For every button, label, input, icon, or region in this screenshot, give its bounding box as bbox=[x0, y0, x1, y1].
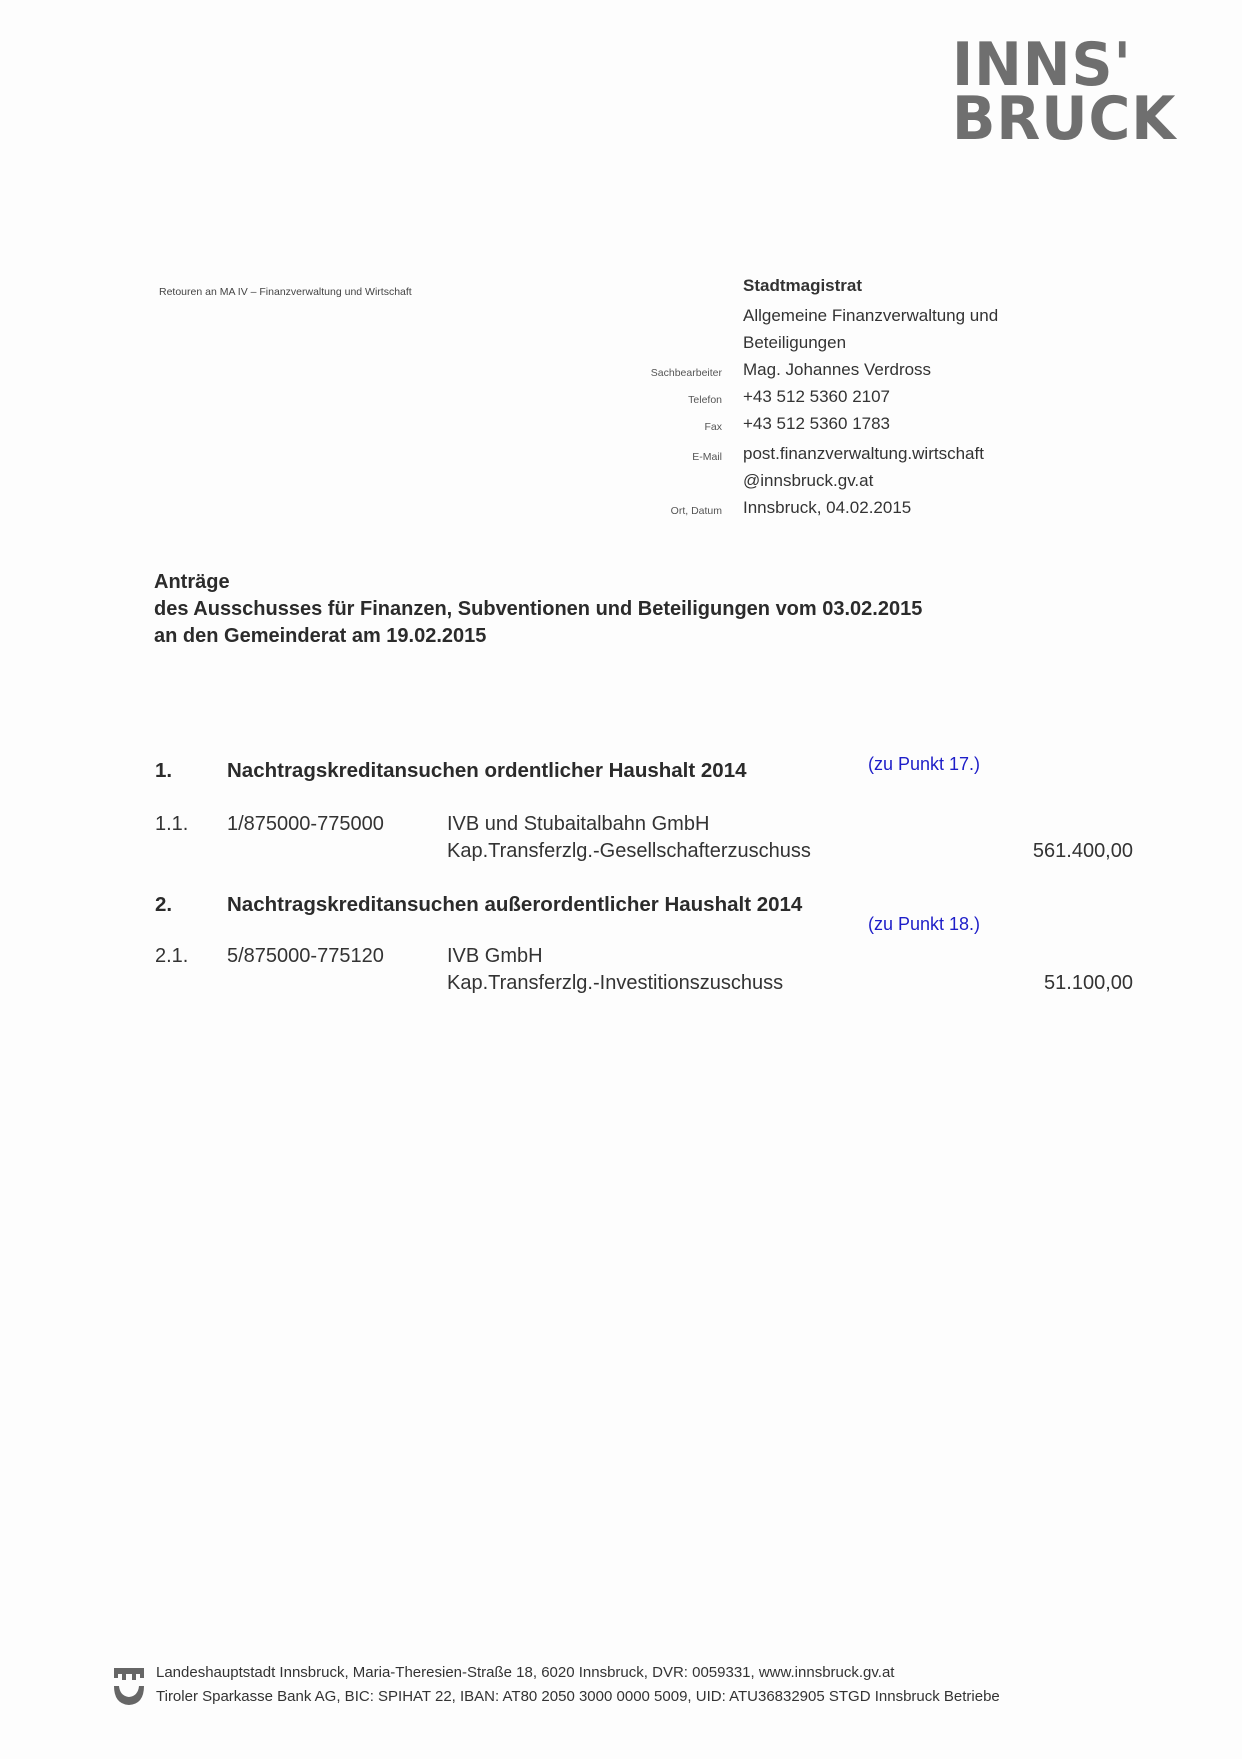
value-sachbearbeiter: Mag. Johannes Verdross bbox=[743, 360, 932, 379]
section-2-heading: Nachtragskreditansuchen außerordentlicher Haushalt 2014 bbox=[227, 893, 803, 916]
footer-address: Landeshauptstadt Innsbruck, Maria-Theresien-Straße 18, 6020 Innsbruck, DVR: 0059331, www.innsbruck.gv.at bbox=[156, 1664, 895, 1681]
item-1-1-amount: 561.400,00 bbox=[1032, 840, 1133, 862]
item-1-1-account: 1/875000-775000 bbox=[227, 813, 384, 835]
section-1-reference: (zu Punkt 17.) bbox=[868, 754, 981, 774]
section-1-heading: Nachtragskreditansuchen ordentlicher Haushalt 2014 bbox=[227, 759, 747, 782]
document-subtitle-2: an den Gemeinderat am 19.02.2015 bbox=[154, 625, 487, 647]
item-2-1-recipient: IVB GmbH bbox=[447, 945, 543, 967]
item-1-1-recipient: IVB und Stubaitalbahn GmbH bbox=[447, 813, 710, 835]
item-2-1-number: 2.1. bbox=[155, 945, 189, 967]
section-2-number: 2. bbox=[155, 893, 173, 916]
value-fax: +43 512 5360 1783 bbox=[743, 414, 891, 433]
footer-bank: Tiroler Sparkasse Bank AG, BIC: SPIHAT 22, IBAN: AT80 2050 3000 0000 5009, UID: ATU36832905 STGD Innsbruck Betriebe bbox=[156, 1688, 1000, 1705]
return-address: Retouren an MA IV – Finanzverwaltung und Wirtschaft bbox=[159, 286, 412, 298]
sender-office: Stadtmagistrat bbox=[743, 276, 863, 295]
value-ort-datum: Innsbruck, 04.02.2015 bbox=[743, 498, 912, 517]
label-email: E-Mail bbox=[692, 451, 722, 463]
value-telefon: +43 512 5360 2107 bbox=[743, 387, 891, 406]
value-email-domain[interactable]: @innsbruck.gv.at bbox=[743, 471, 874, 490]
item-1-1-number: 1.1. bbox=[155, 813, 189, 835]
label-telefon: Telefon bbox=[688, 394, 722, 406]
section-1-number: 1. bbox=[155, 759, 173, 782]
label-ort-datum: Ort, Datum bbox=[670, 505, 722, 517]
sender-department: Allgemeine Finanzverwaltung und bbox=[743, 306, 999, 325]
label-fax: Fax bbox=[704, 421, 722, 433]
item-2-1-amount: 51.100,00 bbox=[1044, 972, 1133, 994]
city-coat-of-arms-icon bbox=[112, 1664, 146, 1708]
label-sachbearbeiter: Sachbearbeiter bbox=[650, 367, 722, 379]
innsbruck-logo: INNS' BRUCK bbox=[952, 30, 1177, 154]
section-2-reference: (zu Punkt 18.) bbox=[868, 914, 981, 934]
item-2-1-description: Kap.Transferzlg.-Investitionszuschuss bbox=[447, 972, 784, 994]
document-title: Anträge bbox=[154, 571, 230, 593]
value-email[interactable]: post.finanzverwaltung.wirtschaft bbox=[743, 444, 984, 463]
document-subtitle: des Ausschusses für Finanzen, Subventionen und Beteiligungen vom 03.02.2015 bbox=[154, 598, 923, 620]
sender-department-cont: Beteiligungen bbox=[743, 333, 847, 352]
item-2-1-account: 5/875000-775120 bbox=[227, 945, 384, 967]
item-1-1-description: Kap.Transferzlg.-Gesellschafterzuschuss bbox=[447, 840, 811, 862]
